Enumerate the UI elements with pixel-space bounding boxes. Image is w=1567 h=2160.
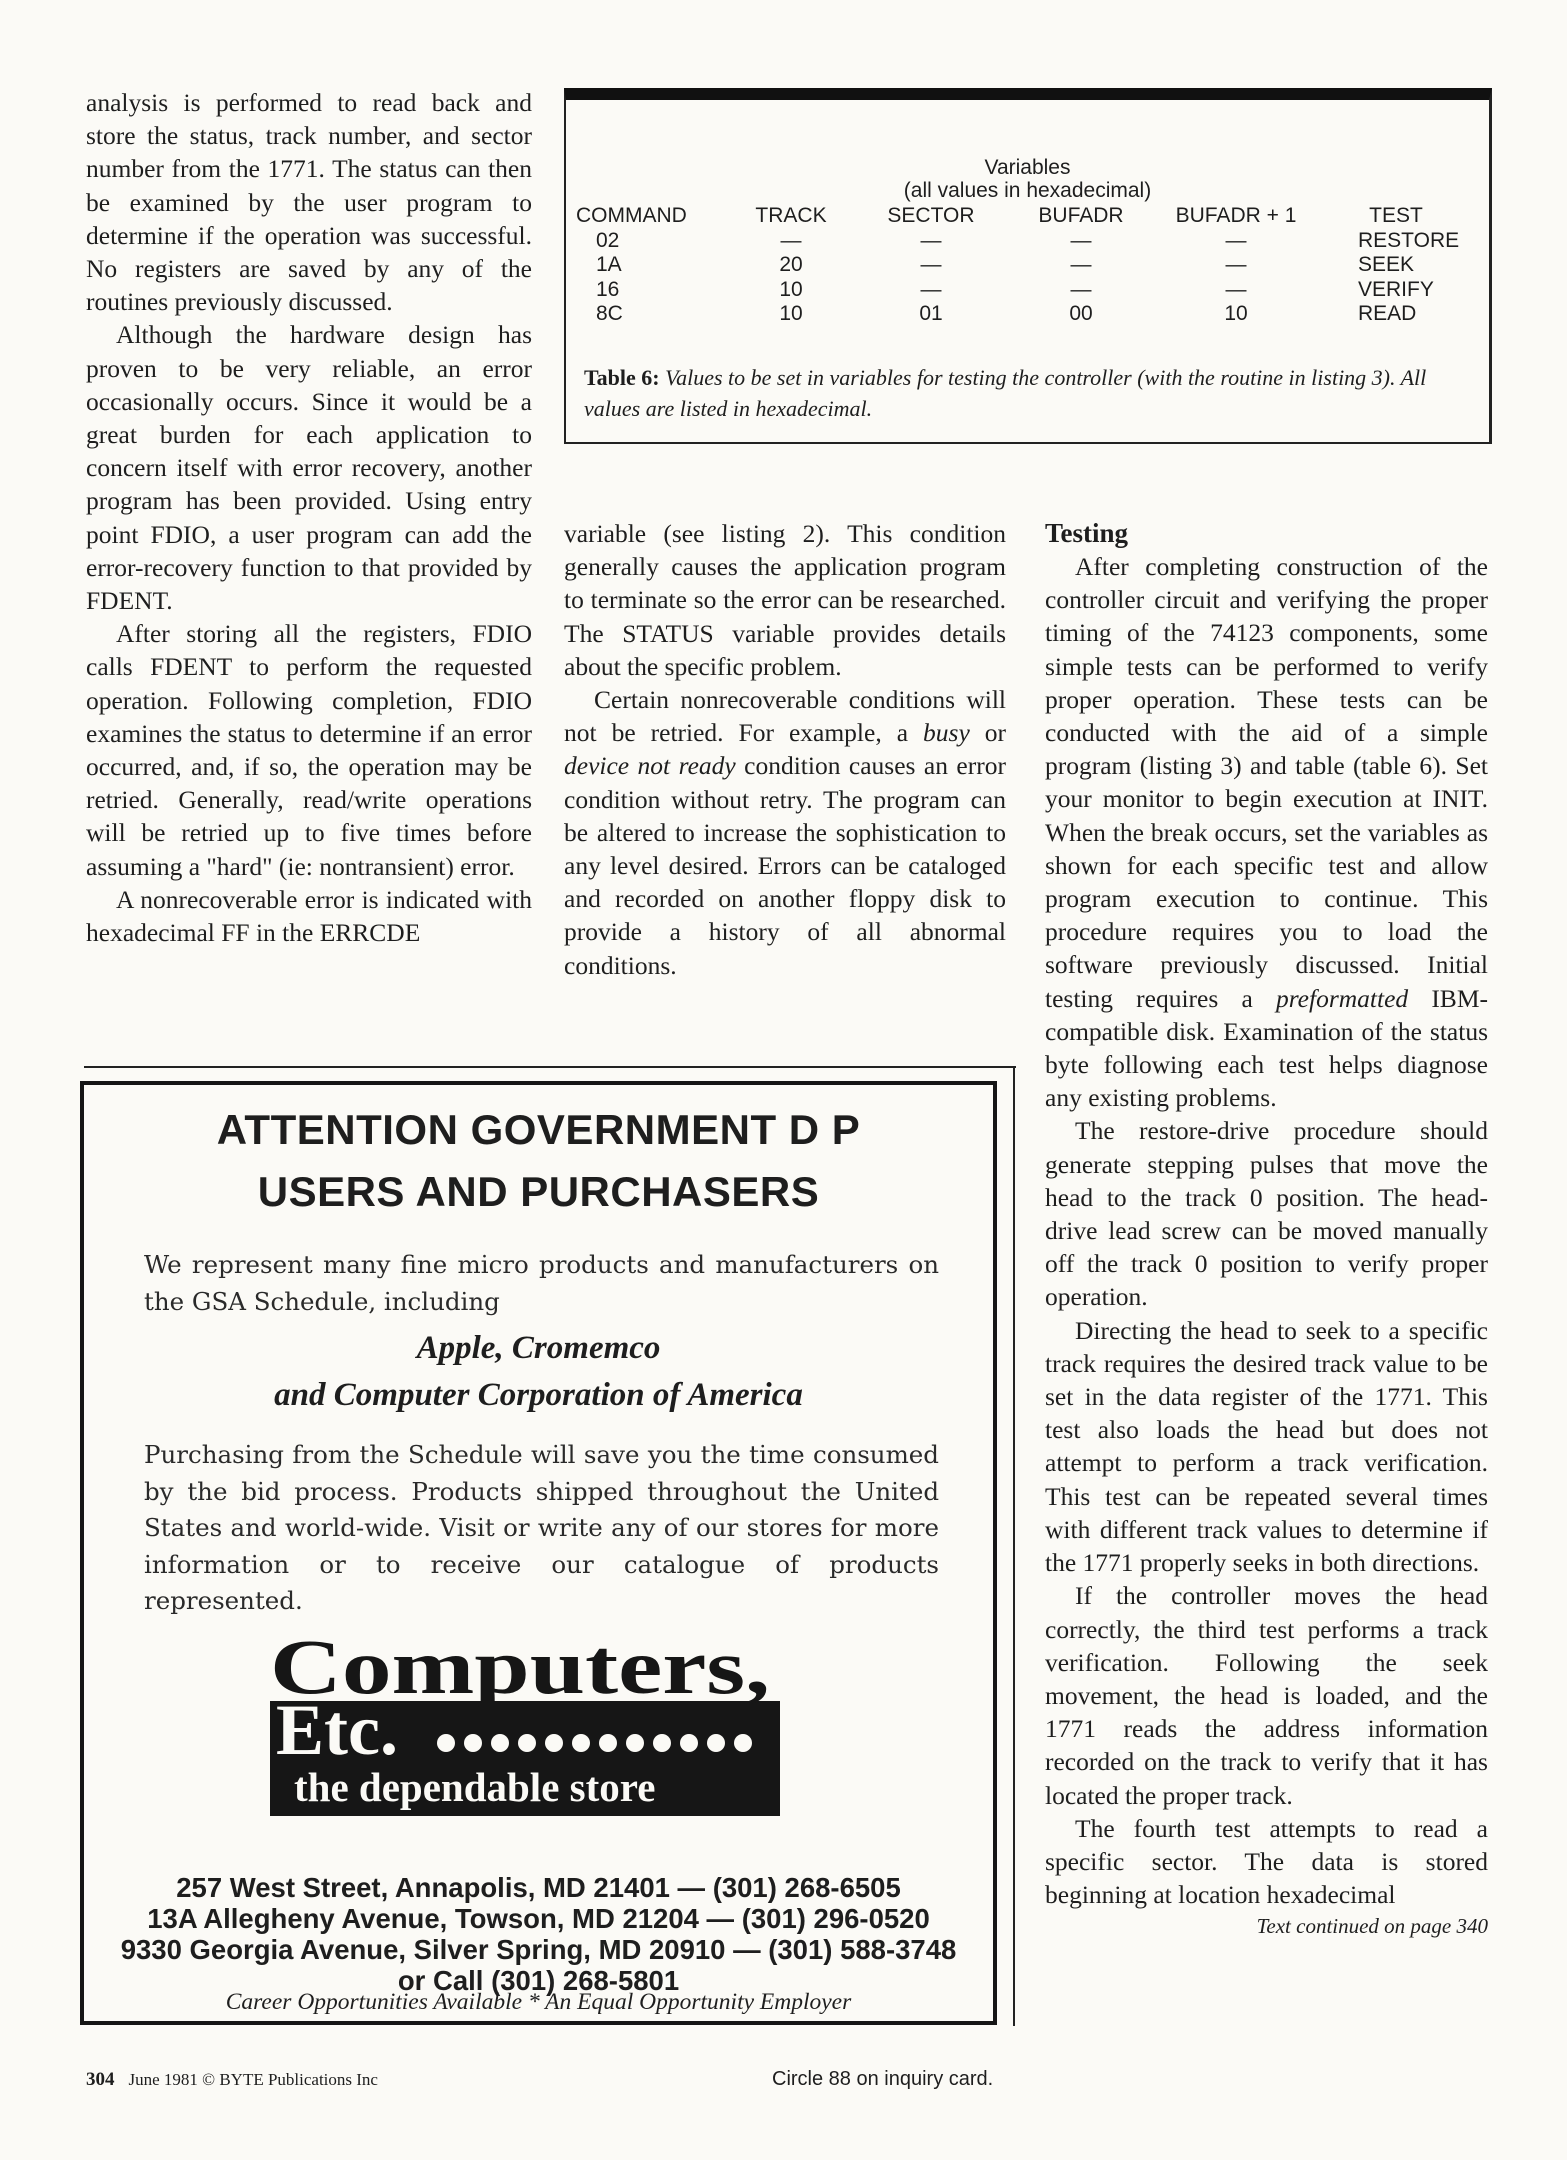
ad-headline-line: ATTENTION GOVERNMENT D P [216,1106,861,1153]
table-grid [576,204,1476,327]
issue-line: June 1981 © BYTE Publications Inc [128,2070,378,2089]
paragraph [1045,550,1488,1114]
table-cell: — [1225,277,1247,301]
logo-dot [572,1734,590,1752]
ad-rule-right [1013,1066,1015,2026]
paragraph: Directing the head to seek to a specific track requires the desired track value to be set in the data register of the 1771. This test also loads the head but does not attempt to perform a track verification. This test can be repeated several times with different track values to determine if the 1771 properly seeks in both directions. [1045,1315,1488,1578]
logo-dot [464,1734,482,1752]
address-line: 13A Allegheny Avenue, Towson, MD 21204 — (301) 296-0520 [147,1903,930,1934]
paragraph: Although the hardware design has proven to be very reliable, an error occasionally occurs. Since it would be a great burden for each application to concern itself with error recovery, another program has been provided. Using entry point FDIO, a user program can add the error-recovery function to that provided by FDENT. [86,320,532,616]
logo-dot [626,1734,644,1752]
paragraph: After storing all the registers, FDIO calls FDENT to perform the requested operation. Following completion, FDIO examines the status to determine if an error occurred, and, if so, the operation may be retried. Generally, read/write operations will be retried up to five times before assuming a "hard" (ie: nontransient) error. [86,619,532,881]
table-cell: — [1225,253,1247,277]
page-folio [86,2070,378,2090]
table-6 [564,88,1492,444]
paragraph: variable (see listing 2). This condition generally causes the application program to terminate so the error can be researched. The STATUS variable provides details about the specific problem. [564,519,1006,681]
ad-headline-line: USERS AND PURCHASERS [257,1168,820,1215]
table-cell: 10 [779,277,803,301]
logo-dot [437,1734,455,1752]
table-cell: — [1225,228,1247,252]
variables-label: Variables [984,156,1071,179]
paragraph: The fourth test attempts to read a specific sector. The data is stored beginning at location hexadecimal [1045,1813,1488,1910]
paragraph [564,683,1006,982]
italic-term: device not ready [564,751,736,781]
column-header: COMMAND [576,204,687,227]
logo-dot [734,1734,752,1752]
table-row [576,253,1476,278]
ad-headline [84,1099,993,1223]
table-cell: — [920,277,942,301]
logo-tagline: the dependable store [294,1764,656,1810]
column-header: TEST [1369,204,1423,227]
text-run: condition causes an error condition without retry. The program can be altered to increase the sophistication to any level desired. Errors can be cataloged and recorded on another floppy disk to provide a history of all abnormal conditions. [564,751,1006,980]
table-cell: — [920,253,942,277]
middle-column [564,517,1006,982]
table-cell: — [780,228,802,252]
table-caption-text: Values to be set in variables for testing the controller (with the routine in listing 3). All values are listed in hexadecimal. [584,365,1427,421]
table-row [576,278,1476,303]
ad-rule-top [84,1066,1016,1068]
italic-term: busy [923,718,970,748]
logo-dot [599,1734,617,1752]
table-caption [584,362,1474,424]
table-cell: — [1070,228,1092,252]
logo-dot [518,1734,536,1752]
text-run: or [969,718,1006,748]
right-column [1045,517,1488,1941]
page-number: 304 [86,2069,115,2090]
table-variables-header [566,156,1489,202]
table-cell: — [920,228,942,252]
table-cell: 01 [919,302,943,326]
logo-line-2: Etc. [276,1690,398,1770]
text-run: Certain nonrecoverable conditions will not be retried. For example, a [564,685,1006,748]
inquiry-note: Circle 88 on inquiry card. [772,2068,994,2090]
address-line: or Call (301) 268-5801 [397,1965,680,1996]
advertisement [80,1081,997,2025]
table-row [576,229,1476,254]
logo-dot [707,1734,725,1752]
column-header: BUFADR + 1 [1175,204,1297,227]
logo-line-1: Computers, [270,1631,770,1710]
table-cell: 20 [779,253,803,277]
table-cell: READ [1358,302,1417,326]
section-heading: Testing [1045,518,1129,548]
logo-dot [545,1734,563,1752]
column-header: TRACK [755,204,827,227]
table-cell: 10 [779,302,803,326]
continued-note: Text continued on page 340 [1256,1914,1488,1939]
ad-footer [84,1989,993,2037]
paragraph: The restore-drive procedure should generate stepping pulses that move the head to the track 0 position. The head-drive lead screw can be moved manually off the track 0 position to verify proper operation. [1045,1116,1488,1312]
table-cell: VERIFY [1358,277,1434,301]
logo-dot [491,1734,509,1752]
table-cell: SEEK [1358,253,1415,277]
table-cell: RESTORE [1358,228,1460,252]
text-run: After completing construction of the controller circuit and verifying the proper timing of the 74123 components, some simple tests can be performed to verify proper operation. These tests can be conducted with the aid of a simple program (listing 3) and table (table 6). Set your monitor to begin execution at INIT. When the break occurs, set the variables as shown for each specific test and allow program execution to continue. This procedure requires you to load the software previously discussed. Initial testing requires a [1045,552,1488,1013]
table-cell: 8C [596,302,623,326]
table-caption-label: Table 6: [584,365,660,390]
logo-dot [653,1734,671,1752]
table-cell: 1A [596,253,622,277]
table-cell: 16 [596,277,620,301]
left-column [86,86,532,949]
ad-footer-text: Career Opportunities Available * An Equal Opportunity Employer [225,1989,852,2015]
table-cell: — [1070,253,1092,277]
paragraph: analysis is performed to read back and store the status, track number, and sector number from the 1771. The status can then be examined by the user program to determine if the operation was successful. No registers are saved by any of the routines previously discussed. [86,88,532,317]
table-cell: — [1070,277,1092,301]
column-header: BUFADR [1038,204,1124,227]
paragraph: If the controller moves the head correctly, the third test performs a track verification. Following the seek movement, the head is loaded, and the 1771 reads the address information recorded on the track to verify that it has located the proper track. [1045,1581,1488,1810]
logo-dot [680,1734,698,1752]
table-header-row [576,204,1476,229]
text-run: IBM-compatible disk. Examination of the status byte following each test helps diagnose any existing problems. [1045,983,1488,1113]
paragraph: A nonrecoverable error is indicated with hexadecimal FF in the ERRCDE [86,884,532,948]
ad-brands-line: Apple, Cromemco [416,1330,661,1366]
ad-body: Purchasing from the Schedule will save you the time consumed by the bid process. Products shipped throughout the United States and world-wide. Visit or write any of our stores for more information or to receive our catalogue of products represented. [144,1440,939,1615]
table-cell: 10 [1224,302,1248,326]
ad-brands [84,1325,993,1419]
variables-sublabel: (all values in hexadecimal) [903,179,1152,202]
table-cell: 00 [1069,302,1093,326]
column-header: SECTOR [887,204,975,227]
computers-etc-logo [270,1631,780,1816]
ad-brands-line: and Computer Corporation of America [274,1377,803,1413]
ad-intro: We represent many fine micro products and manufacturers on the GSA Schedule, including [144,1250,939,1316]
italic-term: preformatted [1275,983,1409,1013]
ad-addresses [84,1872,993,1996]
table-row [576,302,1476,327]
table-cell: 02 [596,228,620,252]
address-line: 257 West Street, Annapolis, MD 21401 — (301) 268-6505 [176,1872,901,1903]
address-line: 9330 Georgia Avenue, Silver Spring, MD 20910 — (301) 588-3748 [120,1934,957,1965]
